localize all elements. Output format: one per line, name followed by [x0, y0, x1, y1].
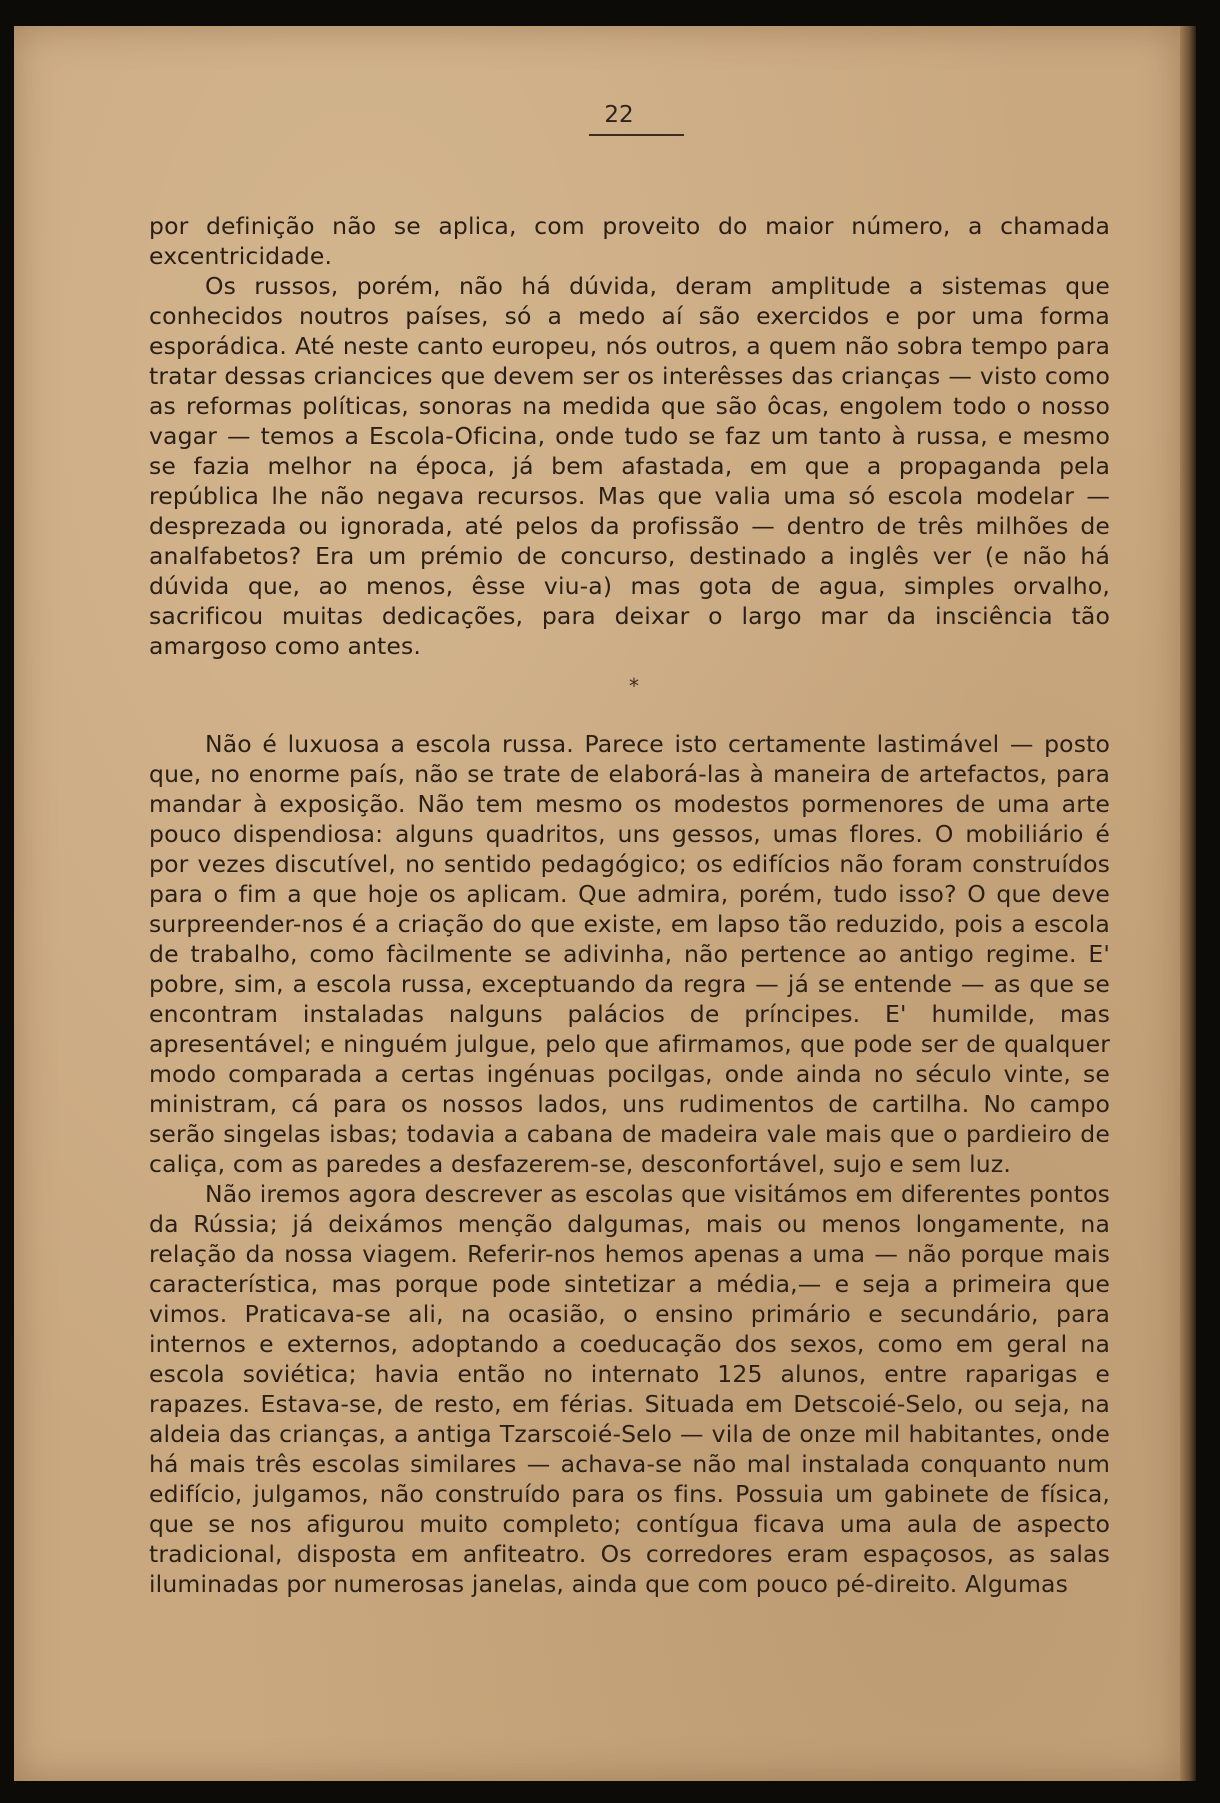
page-number-rule [589, 134, 684, 136]
paragraph: por definição não se aplica, com proveito do maior número, a chamada excentricidade. [149, 212, 1110, 270]
page-edge [1180, 26, 1196, 1781]
book-page [14, 26, 1180, 1781]
paragraph: Não iremos agora descrever as escolas que visitámos em diferentes pontos da Rússia; já deixámos menção dalgumas, mais ou menos longamente, na relação da nossa viagem. Referir-nos hemos apenas a uma — não porque mais característica, mas porque pode sintetizar a média,— e seja a primeira que vimos. Praticava-se ali, na ocasião, o ensino primário e secundário, para internos e externos, adoptando a coeducação dos sexos, como em geral na escola soviética; havia então no internato 125 alunos, entre raparigas e rapazes. Estava-se, de resto, em férias. Situada em Detscoié-Selo, ou seja, na aldeia das crianças, a antiga Tzarscoié-Selo — vila de onze mil habitantes, onde há mais três escolas similares — achava-se não mal instalada conquanto num edifício, julgamos, não construído para os fins. Possuia um gabinete de física, que se nos afigurou muito completo; contígua ficava uma aula de aspecto tradicional, disposta em anfiteatro. Os corredores eram espaçosos, as salas iluminadas por numerosas janelas, ainda que com pouco pé-direito. Algumas [149, 1180, 1110, 1598]
page-number: 22 [604, 102, 634, 128]
section-separator: * [629, 674, 639, 698]
paragraph: Os russos, porém, não há dúvida, deram amplitude a sistemas que conhecidos noutros países, só a medo aí são exercidos e por uma forma esporádica. Até neste canto europeu, nós outros, a quem não sobra tempo para tratar dessas criancices que devem ser os interêsses das crianças — visto como as reformas políticas, sonoras na medida que são ôcas, engolem todo o nosso vagar — temos a Escola-Oficina, onde tudo se faz um tanto à russa, e mesmo se fazia melhor na época, já bem afastada, em que a propaganda pela república lhe não negava recursos. Mas que valia uma só escola modelar — desprezada ou ignorada, até pelos da profissão — dentro de três milhões de analfabetos? Era um prémio de concurso, destinado a inglês ver (e não há dúvida que, ao menos, êsse viu-a) mas gota de agua, simples orvalho, sacrificou muitas dedicações, para deixar o largo mar da insciência tão amargoso como antes. [149, 272, 1110, 660]
paragraph: Não é luxuosa a escola russa. Parece isto certamente lastimável — posto que, no enorme país, não se trate de elaborá-las à maneira de artefactos, para mandar à exposição. Não tem mesmo os modestos pormenores de uma arte pouco dispendiosa: alguns quadritos, uns gessos, umas flores. O mobiliário é por vezes discutível, no sentido pedagógico; os edifícios não foram construídos para o fim a que hoje os aplicam. Que admira, porém, tudo isso? O que deve surpreender-nos é a criação do que existe, em lapso tão reduzido, pois a escola de trabalho, como fàcilmente se adivinha, não pertence ao antigo regime. E' pobre, sim, a escola russa, exceptuando da regra — já se entende — as que se encontram instaladas nalguns palácios de príncipes. E' humilde, mas apresentável; e ninguém julgue, pelo que afirmamos, que pode ser de qualquer modo comparada a certas ingénuas pocilgas, onde ainda no século vinte, se ministram, cá para os nossos lados, uns rudimentos de cartilha. No campo serão singelas isbas; todavia a cabana de madeira vale mais que o pardieiro de caliça, com as paredes a desfazerem-se, desconfortável, sujo e sem luz. [149, 730, 1110, 1178]
text-block-1 [149, 211, 1110, 661]
text-block-2 [149, 729, 1110, 1599]
